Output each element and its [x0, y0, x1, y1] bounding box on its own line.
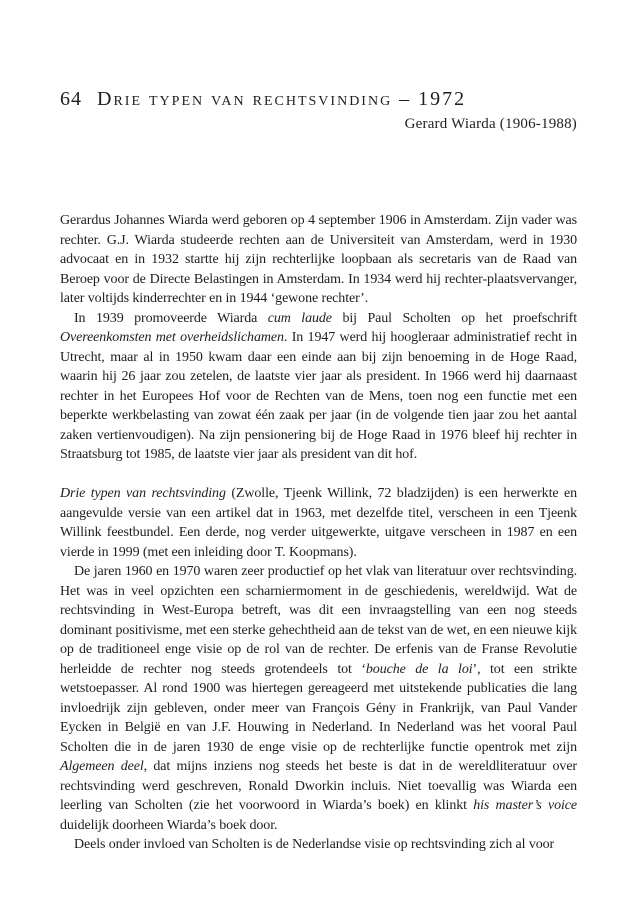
paragraph	[60, 211, 577, 309]
text-run: ’, tot een strikte wetstoepasser. Al rond 1900 was hiertegen gereageerd met uitstekende publicaties die lang invloedrijk zijn gebleven, onder meer van François Gény in Frankrijk, van Paul Vander Eycken in België en van J.F. Houwing in Nederland. In Nederland was het vooral Paul Scholten die in de jaren 1930 de enge visie op de rechterlijke functie opentrok met zijn	[60, 661, 577, 755]
text-run: bij Paul Scholten op het proefschrift	[331, 310, 578, 326]
italic-text-run: Algemeen deel	[60, 759, 144, 774]
italic-text-run: bouche de la loi	[365, 661, 473, 677]
italic-text-run: Overeenkomsten met overheidslichamen	[60, 330, 284, 345]
paragraph	[60, 484, 577, 562]
paragraph	[60, 309, 577, 465]
text-run: duidelijk doorheen Wiarda’s boek door.	[60, 817, 278, 833]
paragraph	[60, 562, 577, 835]
article	[60, 211, 577, 855]
text-run: Deels onder invloed van Scholten is de Nederlandse visie op rechtsvinding zich al voor	[74, 837, 555, 852]
text-run: In 1939 promoveerde Wiarda	[74, 310, 268, 326]
text-run: (Zwolle, Tjeenk Willink, 72 bladzijden) is een herwerkte en aangevulde versie van een artikel dat in 1963, met dezelfde titel, verscheen in een Tjeenk Willink feestbundel. Een derde, nog verder uitgewerkte, uitgave verscheen in 1987 en een vierde in 1999 (met een inleiding door T. Koopmans).	[60, 486, 577, 560]
text-run: , dat mijns inziens nog steeds het beste is dat in de wereldliteratuur over rechtsvinding werd geschreven, Ronald Dworkin incluis. Niet toevallig was Wiarda een leerling van Scholten (zie het voorwoord in Wiarda’s boek) en klinkt	[60, 759, 577, 813]
chapter-number: 64	[60, 88, 82, 110]
chapter-heading	[60, 88, 577, 111]
author-line: Gerard Wiarda (1906-1988)	[404, 116, 577, 132]
italic-text-run: Drie typen van rechtsvinding	[60, 486, 226, 501]
chapter-title: Drie typen van rechtsvinding – 1972	[97, 88, 467, 110]
text-run: Gerardus Johannes Wiarda werd geboren op 4 september 1906 in Amsterdam. Zijn vader was rechter. G.J. Wiarda studeerde rechten aan de Universiteit van Amsterdam, werd in 1930 advocaat en in 1932 startte hij zijn rechterlijke loopbaan als secretaris van de Raad van Beroep voor de Directe Belastingen in Amsterdam. In 1934 werd hij rechter-plaatsvervanger, later voltijds kinderrechter en in 1944 ‘gewone rechter’.	[60, 213, 577, 306]
text-run: De jaren 1960 en 1970 waren zeer productief op het vlak van literatuur over rechtsvinding. Het was in veel opzichten een scharniermoment in de geschiedenis, wereldwijd. Wat de rechtsvinding in West-Europa betreft, was dit een invraagstelling van een nog steeds dominant positivisme, met een sterke gehechtheid aan de tekst van de wet, en een nieuwe kijk op de traditioneel enge visie op de rol van de rechter. De erfenis van de Franse Revolutie herleidde de rechter nog steeds grotendeels tot ‘	[60, 564, 577, 677]
text-run: . In 1947 werd hij hoogleraar administratief recht in Utrecht, maar al in 1950 kwam daar een einde aan bij zijn benoeming in de Hoge Raad, waarin hij 26 jaar zou zetelen, de laatste vier jaar als president. In 1966 werd hij daarnaast rechter in het Europees Hof voor de Rechten van de Mens, toen nog een functie met een beperkte werkbelasting van zowat één zaak per jaar (in de volgende tien jaar zou het aantal zaken vertienvoudigen). Na zijn pensionering bij de Hoge Raad in 1976 bleef hij rechter in Straatsburg tot 1985, de laatste vier jaar als president van dit hof.	[60, 330, 577, 462]
italic-text-run: cum laude	[267, 310, 332, 326]
italic-text-run: his master’s voice	[473, 798, 577, 813]
paragraph	[60, 835, 577, 855]
